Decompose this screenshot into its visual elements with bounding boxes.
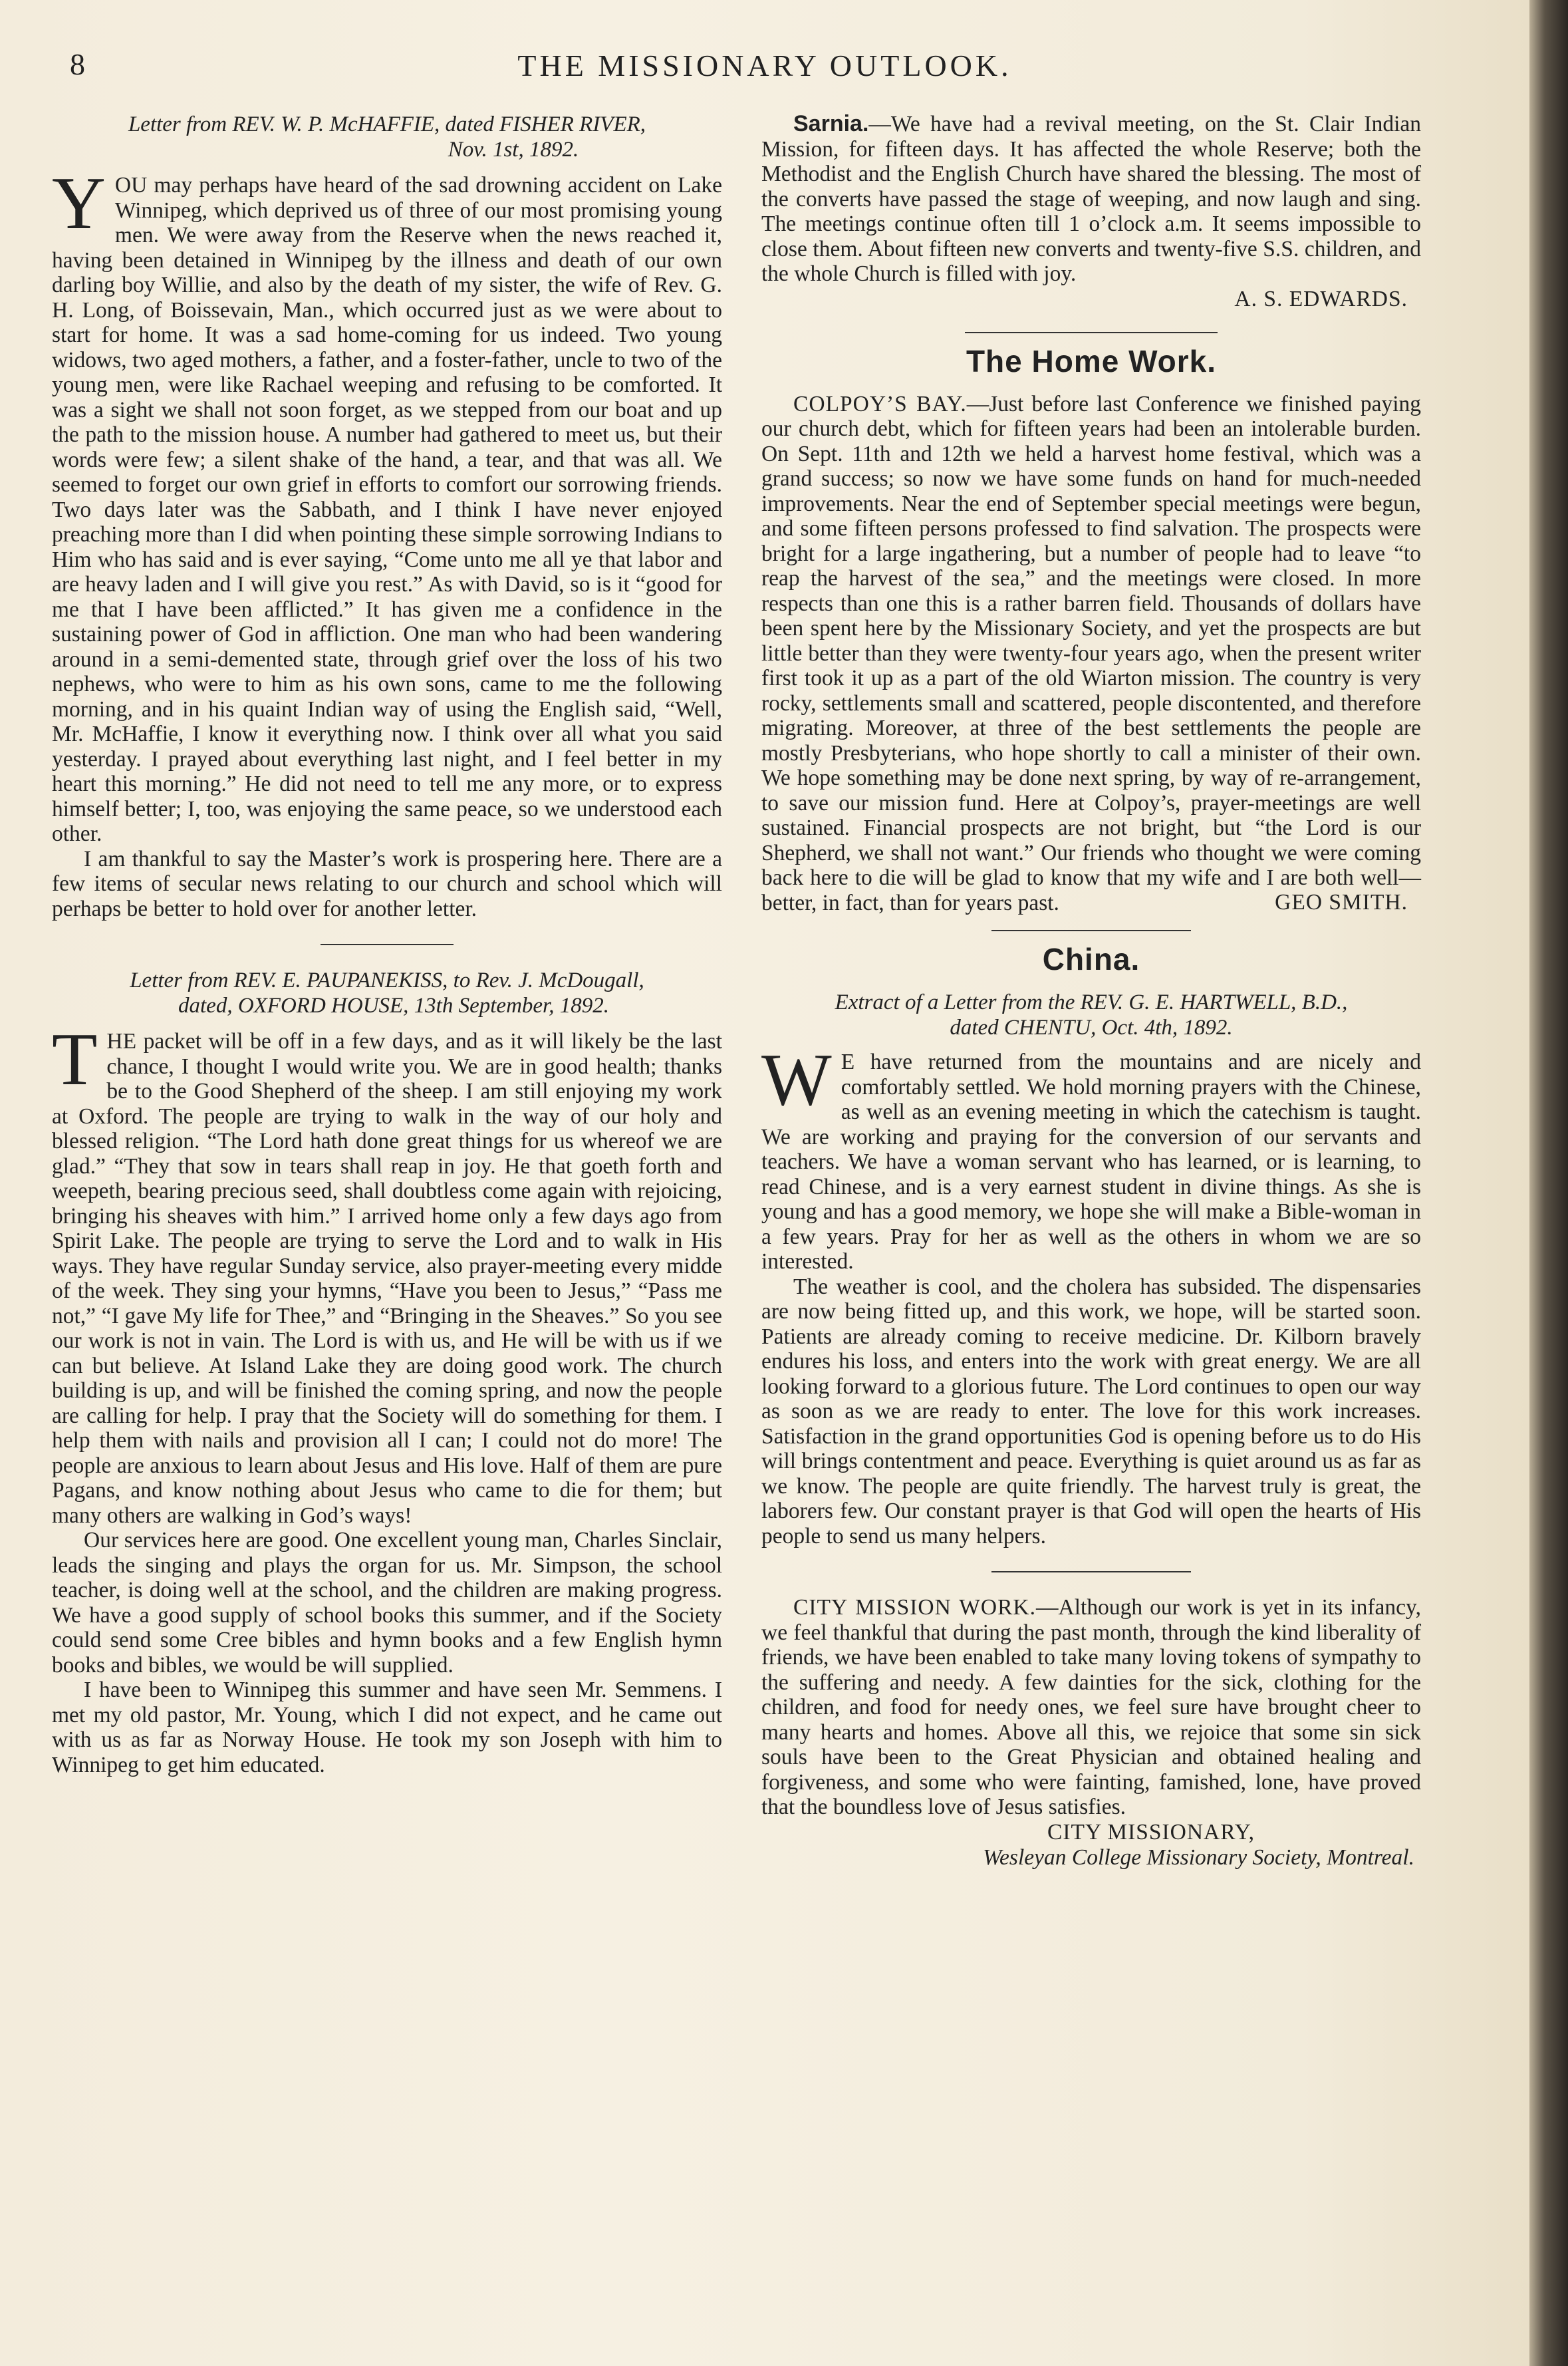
dropcap-letter: T xyxy=(52,1018,98,1101)
paupanekiss-letter-para-3: I have been to Winnipeg this summer and have seen Mr. Semmens. I met my old pastor, Mr. Young, which I did not expect, and he came out with us as far as Norway House. He took my son Joseph with him to Winnipeg to get him educated. xyxy=(52,1678,722,1777)
mchaffie-letter-para-1 xyxy=(52,162,722,847)
colpoys-bay-lead: COLPOY’S BAY. xyxy=(793,391,967,416)
city-mission-lead: CITY MISSION WORK. xyxy=(793,1595,1037,1620)
section-divider xyxy=(965,332,1218,333)
sarnia-paragraph xyxy=(761,112,1421,287)
heading-line-1: Letter from REV. E. PAUPANEKISS, to Rev. J. McDougall, xyxy=(130,968,644,992)
paragraph-text: HE packet will be off in a few days, and as it will likely be the last chance, I thought I would write you. We are in good health; thanks be to the Good Shepherd of the sheep. I am still enjoying my work at Oxford. The people are trying to walk in the way of our holy and blessed religion. “The Lord hath done great things for us whereof we are glad.” “They that sow in tears shall reap in joy. He that goeth forth and weepeth, bearing precious seed, shall doubtless come again with rejoicing, bringing his sheaves with him.” I arrived home only a few days ago from Spirit Lake. The people are trying to serve the Lord and to walk in His ways. They have regular Sunday service, also prayer-meeting every midde of the week. They sing your hymns, “Have you been to Jesus,” “Pass me not,” “I gave My life for Thee,” and “Bringing in the Sheaves.” So you see our work is not in vain. The Lord is with us, and He will be with us if we can but believe. At Island Lake they are doing good work. The church building is up, and will be finished the coming spring, and now the people are calling for help. I pray that the Society will do something for them. I help them with nails and provision all I can; I could not do more! The people are anxious to learn about Jesus and His love. Half of them are pure Pagans, and know nothing about Jesus who came to die for them; but many others are walking in God’s ways! xyxy=(52,1029,722,1528)
smith-signature: GEO SMITH. xyxy=(1275,890,1408,915)
city-mission-section xyxy=(761,1595,1421,1870)
china-title: China. xyxy=(1042,942,1140,976)
left-column xyxy=(52,112,722,1777)
dropcap-letter: Y xyxy=(52,162,106,245)
edwards-signature: A. S. EDWARDS. xyxy=(1234,286,1408,311)
mchaffie-letter-para-2: I am thankful to say the Master’s work is prospering here. There are a few items of secular news relating to our church and school which will perhaps be better to hold over for another letter. xyxy=(52,846,722,921)
dropcap-letter: W xyxy=(761,1039,832,1121)
book-spine-shadow xyxy=(1529,0,1568,2366)
paupanekiss-letter-heading xyxy=(52,968,722,1018)
china-section xyxy=(761,941,1421,1549)
paupanekiss-letter-para-1 xyxy=(52,1018,722,1528)
sarnia-report xyxy=(761,112,1421,312)
colpoys-bay-paragraph xyxy=(761,392,1421,916)
city-mission-paragraph xyxy=(761,1595,1421,1820)
home-work-title: The Home Work. xyxy=(966,343,1217,378)
section-divider xyxy=(991,930,1191,931)
heading-line-1: Letter from REV. W. P. McHAFFIE, dated FISHER RIVER, xyxy=(128,112,646,136)
home-work-section xyxy=(761,343,1421,916)
paupanekiss-letter xyxy=(52,968,722,1777)
paragraph-text: —Just before last Conference we finished paying our church debt, which for fifteen years had been an intolerable burden. On Sept. 11th and 12th we held a harvest home festival, which was a grand success; so now we have some funds on hand for much-needed improvements. Near the end of September special meetings were begun, and some fifteen persons professed to find salvation. The prospects were bright for a large ingathering, but a number of people had to leave “to reap the harvest of the sea,” and the meetings were closed. In more respects than one this is a rather barren field. Thousands of dollars have been spent here by the Missionary Society, and yet the prospects are but little better than they were twenty-four years ago, when the present writer first took it up as a part of the old Wiarton mission. The country is very rocky, settlements small and scattered, people discontented, and therefore migrating. Moreover, at three of the best settlements the people are mostly Presbyterians, who hope shortly to call a minister of their own. We hope something may be done next spring, by way of re-arrangement, to save our mission fund. Here at Colpoy’s, prayer-meetings are well sustained. Financial prospects are not bright, but “the Lord is our Shepherd, we shall not want.” Our friends who thought we were coming back here to die will be glad to know that my wife and I are both well—better, in fact, than for years past. xyxy=(761,391,1422,915)
journal-title: THE MISSIONARY OUTLOOK. xyxy=(517,49,1012,82)
hartwell-letter-para-1 xyxy=(761,1039,1421,1274)
paragraph-text: OU may perhaps have heard of the sad drowning accident on Lake Winnipeg, which deprived us of three of our most promising young men. We were away from the Reserve when the news reached it, having been detained in Winnipeg by the illness and death of our own darling boy Willie, and also by the death of my sister, the wife of Rev. G. H. Long, of Boissevain, Man., which occurred just as we were about to start for home. It was a sad home-coming for us indeed. Two young widows, two aged mothers, a father, and a foster-father, uncle to two of the young men, were like Rachael weeping and refusing to be comforted. It was a sight we shall not soon forget, as we stepped from our boat and up the path to the mission house. A number had gathered to meet us, but their words were few; a silent shake of the hand, a tear, and that was all. We seemed to forget our own grief in efforts to comfort our sorrowing friends. Two days later was the Sabbath, and I think I have never enjoyed preaching more than I did when pointing these simple sorrowing Indians to Him who has said and is ever saying, “Come unto me all ye that labor and are heavy laden and I will give you rest.” As with David, so is it “good for me that I have been afflicted.” It has given me a confidence in the sustaining power of God in affliction. One man who had been wandering around in a semi-demented state, through grief over the loss of his two nephews, who were to him as his own sons, came to me the following morning, and in his quaint Indian way of using the English said, “Well, Mr. McHaffie, I know it everything now. I think over all what you said yesterday. I prayed about everything last night, and I feel better in my heart this morning.” He did not need to tell me any more, or to express himself better; I, too, was enjoying the same peace, so we understood each other. xyxy=(52,173,722,846)
paragraph-text: E have returned from the mountains and are nicely and comfortably settled. We hold morning prayers with the Chinese, as well as an evening meeting in which the catechism is taught. We are working and praying for the conversion of our servants and teachers. We have a woman servant who has learned, or is learning, to read Chinese, and is a very earnest student in divine things. As she is young and has a good memory, we hope she will make a Bible-woman in a few years. Pray for her as well as the others in whom we are so interested. xyxy=(761,1050,1421,1274)
section-divider xyxy=(321,944,454,945)
paragraph-text: —Although our work is yet in its infancy, we feel thankful that during the past month, through the kind liberality of friends, we have been enabled to take many loving tokens of sympathy to the suffering and needy. A few dainties for the sick, clothing for the children, and food for needy ones, we feel sure have brought cheer to many hearts and homes. Above all this, we rejoice that some sin sick souls have been to the Great Physician and obtained healing and forgiveness, and some who were fainting, famished, lone, have proved that the boundless love of Jesus satisfies. xyxy=(761,1595,1421,1819)
hartwell-letter-heading xyxy=(761,990,1421,1040)
page-header xyxy=(0,47,1529,93)
mchaffie-letter-heading xyxy=(52,112,722,162)
section-divider xyxy=(991,1571,1191,1572)
hartwell-letter-para-2: The weather is cool, and the cholera has subsided. The dispensaries are now being fitted up, and this work, we hope, will be started soon. Patients are already coming to receive medicine. Dr. Kilborn bravely endures his loss, and enters into the work with great energy. We are all looking forward to a glorious future. The Lord continues to open our way as soon as we are ready to enter. The love for this work increases. Satisfaction in the grand opportunities God is opening before us to do His will brings contentment and peace. Everything is quiet around us as far as we know. The people are quite friendly. The harvest truly is great, the laborers few. Our constant prayer is that God will open the hearts of His people to send us many helpers. xyxy=(761,1274,1421,1549)
heading-line-1: Extract of a Letter from the REV. G. E. HARTWELL, B.D., xyxy=(835,990,1348,1014)
heading-line-2: dated, OXFORD HOUSE, 13th September, 1892. xyxy=(178,994,609,1018)
society-signature: Wesleyan College Missionary Society, Montreal. xyxy=(983,1845,1414,1870)
page-number: 8 xyxy=(70,47,85,81)
heading-line-2: dated CHENTU, Oct. 4th, 1892. xyxy=(950,1016,1233,1040)
heading-line-2: Nov. 1st, 1892. xyxy=(448,138,579,162)
sarnia-run-in-heading: Sarnia. xyxy=(793,111,869,136)
right-column xyxy=(761,112,1421,1870)
mchaffie-letter xyxy=(52,112,722,921)
paupanekiss-letter-para-2: Our services here are good. One excellent young man, Charles Sinclair, leads the singing and plays the organ for us. Mr. Simpson, the school teacher, is doing well at the school, and the children are making progress. We have a good supply of school books this summer, and if the Society could send some Cree bibles and hymn books and a few English hymn books and bibles, we would be will supplied. xyxy=(52,1528,722,1678)
paragraph-text: —We have had a revival meeting, on the St. Clair Indian Mission, for fifteen days. It has affected the whole Reserve; both the Methodist and the English Church have shared the blessing. The most of the converts have passed the stage of weeping, and now laugh and sing. The meetings continue often till 1 o’clock a.m. It seems impossible to close them. About fifteen new converts and twenty-five S.S. children, and the whole Church is filled with joy. xyxy=(761,112,1421,286)
city-missionary-signature: CITY MISSIONARY, xyxy=(1047,1819,1255,1845)
